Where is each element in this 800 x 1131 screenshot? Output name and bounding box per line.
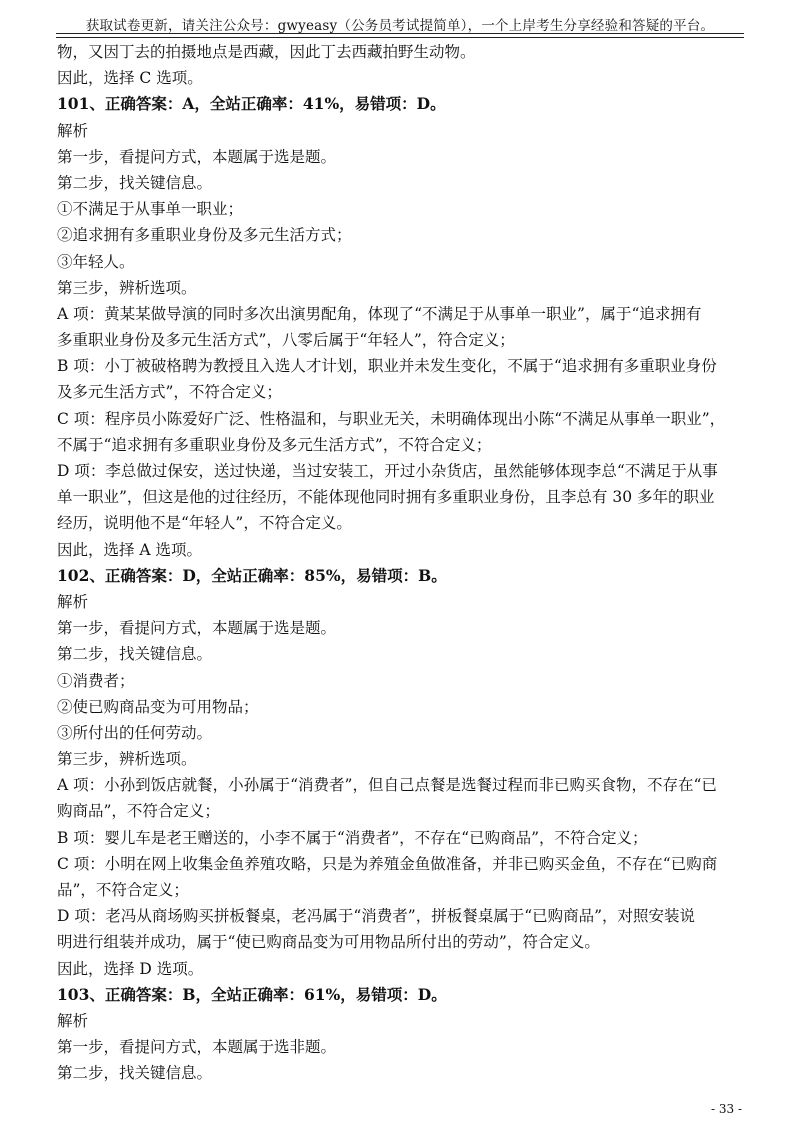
text-line: ②使已购商品变为可用物品； [57,697,259,716]
text-line: 第二步，找关键信息。 [57,1064,213,1083]
text-line: 第三步，辨析选项。 [57,278,197,297]
text-line: 因此，选择 A 选项。 [57,540,203,559]
text-line: 因此，选择 C 选项。 [57,69,203,88]
page-number: - 33 - [710,1102,742,1116]
text-line: A 项：小孙到饭店就餐，小孙属于“消费者”，但自己点餐是选餐过程而非已购买食物，不存在“已 [57,776,717,795]
text-line: D 项：李总做过保安，送过快递，当过安装工，开过小杂货店，虽然能够体现李总“不满足于从事 [57,462,718,480]
document-body [57,39,747,1087]
text-line: ③所付出的任何劳动。 [57,723,213,742]
text-line: 第二步，找关键信息。 [57,645,213,664]
text-line: 经历，说明他不是“年轻人”，不符合定义。 [57,514,352,533]
text-line: 解析 [57,592,89,611]
text-line: 第一步，看提问方式，本题属于选是题。 [57,147,337,166]
text-line: 物，又因丁去的拍摄地点是西藏，因此丁去西藏拍野生动物。 [57,43,476,61]
text-line: ③年轻人。 [57,252,135,271]
text-line: D 项：老冯从商场购买拼板餐桌，老冯属于“消费者”，拼板餐桌属于“已购商品”，对照安装说 [57,907,696,926]
text-line: 及多元生活方式”，不符合定义； [57,383,282,402]
text-line: B 项：婴儿车是老王赠送的，小李不属于“消费者”，不存在“已购商品”，不符合定义； [57,828,648,847]
text-line: 第三步，辨析选项。 [57,750,197,769]
page-header: 获取试卷更新，请关注公众号：gwyeasy（公务员考试提简单），一个上岸考生分享经验和答疑的平台。 [85,18,715,34]
text-line: 购商品”，不符合定义； [57,802,220,821]
text-line: 第一步，看提问方式，本题属于选非题。 [57,1038,337,1057]
answer-heading: 103、正确答案：B，全站正确率：61%，易错项：D。 [57,984,447,1004]
text-line: ②追求拥有多重职业身份及多元生活方式； [57,226,352,245]
text-line: 解析 [57,1011,89,1030]
text-line: ①不满足于从事单一职业； [57,200,244,219]
text-line: A 项：黄某某做导演的同时多次出演男配角，体现了“不满足于从事单一职业”，属于“追求拥有 [57,304,702,323]
header-rule-thick [56,33,744,34]
text-line: 品”，不符合定义； [57,881,189,899]
text-line: 多重职业身份及多元生活方式”，八零后属于“年轻人”，符合定义； [57,331,515,350]
text-line: 明进行组装并成功，属于“使已购商品变为可用物品所付出的劳动”，符合定义。 [57,933,600,952]
text-line: B 项：小丁被破格聘为教授且入选人才计划，职业并未发生变化，不属于“追求拥有多重职业身份 [57,357,717,376]
text-line: 因此，选择 D 选项。 [57,959,204,978]
text-line: 第二步，找关键信息。 [57,173,213,192]
text-line: ①消费者； [57,671,135,690]
header-rule-thin [56,37,744,38]
answer-heading: 101、正确答案：A，全站正确率：41%，易错项：D。 [57,94,446,114]
text-line: 第一步，看提问方式，本题属于选是题。 [57,619,337,638]
text-line: 解析 [57,121,89,140]
text-line: 不属于“追求拥有多重职业身份及多元生活方式”，不符合定义； [57,435,492,454]
text-line: 单一职业”，但这是他的过往经历，不能体现他同时拥有多重职业身份，且李总有 30 多年的职业 [57,488,715,507]
text-line: C 项：小明在网上收集金鱼养殖攻略，只是为养殖金鱼做准备，并非已购买金鱼，不存在“已购商 [57,854,718,873]
text-line: C 项：程序员小陈爱好广泛、性格温和，与职业无关，未明确体现出小陈“不满足从事单一职业”， [57,409,726,428]
answer-heading: 102、正确答案：D，全站正确率：85%，易错项：B。 [57,565,447,585]
